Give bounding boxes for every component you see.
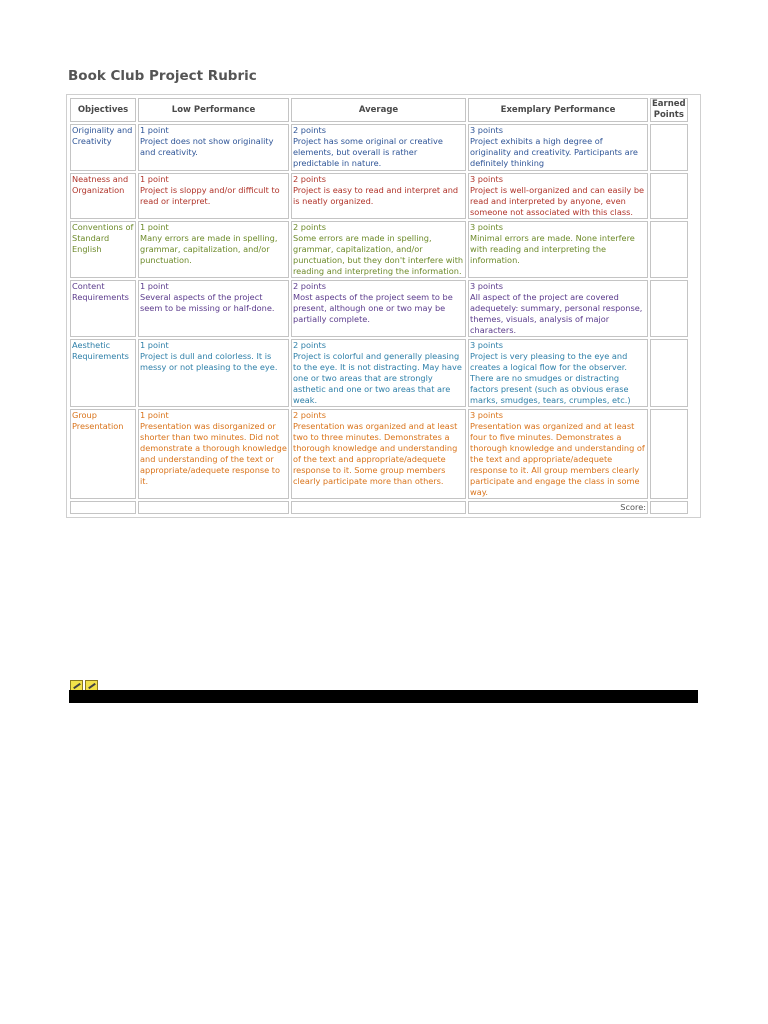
exemplary-performance-cell: 3 points Project is well-organized and can easily be read and interpreted by anyone, even someone not associated with this class. xyxy=(468,173,648,219)
average-cell: 2 points Most aspects of the project seem to be present, although one or two may be partially complete. xyxy=(291,280,466,337)
rubric-row xyxy=(70,173,688,219)
objective-cell: Group Presentation xyxy=(70,409,136,499)
header-low-performance: Low Performance xyxy=(138,98,289,122)
earned-points-cell[interactable] xyxy=(650,124,688,171)
objective-cell: Aesthetic Requirements xyxy=(70,339,136,407)
earned-points-cell[interactable] xyxy=(650,280,688,337)
earned-points-cell[interactable] xyxy=(650,221,688,278)
average-cell: 2 points Some errors are made in spelling, grammar, capitalization, and/or punctuation, but they don't interfere with reading and interpreting the information. xyxy=(291,221,466,278)
low-performance-cell: 1 point Many errors are made in spelling, grammar, capitalization, and/or punctuation. xyxy=(138,221,289,278)
score-empty-cell xyxy=(138,501,289,514)
objective-cell: Content Requirements xyxy=(70,280,136,337)
black-bar xyxy=(69,690,698,703)
page-title: Book Club Project Rubric xyxy=(68,68,257,84)
low-performance-cell: 1 point Project does not show originality and creativity. xyxy=(138,124,289,171)
header-exemplary-performance: Exemplary Performance xyxy=(468,98,648,122)
score-label: Score: xyxy=(468,501,648,514)
earned-points-cell[interactable] xyxy=(650,173,688,219)
low-performance-cell: 1 point Project is dull and colorless. It is messy or not pleasing to the eye. xyxy=(138,339,289,407)
score-empty-cell xyxy=(70,501,136,514)
exemplary-performance-cell: 3 points Presentation was organized and at least four to five minutes. Demonstrates a thorough knowledge and understanding of the text and appropriate/adequete response to it. All group members clearly participate and engage the class in some way. xyxy=(468,409,648,499)
objective-cell: Originality and Creativity xyxy=(70,124,136,171)
rubric-row xyxy=(70,409,688,499)
rubric-row xyxy=(70,280,688,337)
earned-points-cell[interactable] xyxy=(650,409,688,499)
low-performance-cell: 1 point Several aspects of the project seem to be missing or half-done. xyxy=(138,280,289,337)
score-value-cell[interactable] xyxy=(650,501,688,514)
rubric-row xyxy=(70,221,688,278)
exemplary-performance-cell: 3 points Project exhibits a high degree of originality and creativity. Participants are definitely thinking xyxy=(468,124,648,171)
objective-cell: Neatness and Organization xyxy=(70,173,136,219)
score-row xyxy=(70,501,688,514)
rubric-table-frame xyxy=(66,94,701,518)
rubric-row xyxy=(70,339,688,407)
average-cell: 2 points Project is colorful and generally pleasing to the eye. It is not distracting. May have one or two areas that are strongly asthetic and one or two areas that are weak. xyxy=(291,339,466,407)
average-cell: 2 points Project is easy to read and interpret and is neatly organized. xyxy=(291,173,466,219)
header-average: Average xyxy=(291,98,466,122)
rubric-body xyxy=(70,124,688,514)
exemplary-performance-cell: 3 points Project is very pleasing to the eye and creates a logical flow for the observer. There are no smudges or distracting factors present (such as obvious erase marks, smudges, tears, crumples, etc.) xyxy=(468,339,648,407)
exemplary-performance-cell: 3 points Minimal errors are made. None interfere with reading and interpreting the information. xyxy=(468,221,648,278)
header-objectives: Objectives xyxy=(70,98,136,122)
earned-points-cell[interactable] xyxy=(650,339,688,407)
exemplary-performance-cell: 3 points All aspect of the project are covered adequetely: summary, personal response, themes, visuals, analysis of major characters. xyxy=(468,280,648,337)
score-empty-cell xyxy=(291,501,466,514)
average-cell: 2 points Project has some original or creative elements, but overall is rather predictable in nature. xyxy=(291,124,466,171)
objective-cell: Conventions of Standard English xyxy=(70,221,136,278)
header-earned-points: Earned Points xyxy=(652,99,686,120)
rubric-table xyxy=(68,96,690,516)
low-performance-cell: 1 point Presentation was disorganized or shorter than two minutes. Did not demonstrate a thorough knowledge and understanding of the text or appropriate/adequete response to it. xyxy=(138,409,289,499)
average-cell: 2 points Presentation was organized and at least two to three minutes. Demonstrates a thorough knowledge and understanding of the text and appropriate/adequete response to it. Some group members clearly participate more than others. xyxy=(291,409,466,499)
rubric-row xyxy=(70,124,688,171)
low-performance-cell: 1 point Project is sloppy and/or difficult to read or interpret. xyxy=(138,173,289,219)
